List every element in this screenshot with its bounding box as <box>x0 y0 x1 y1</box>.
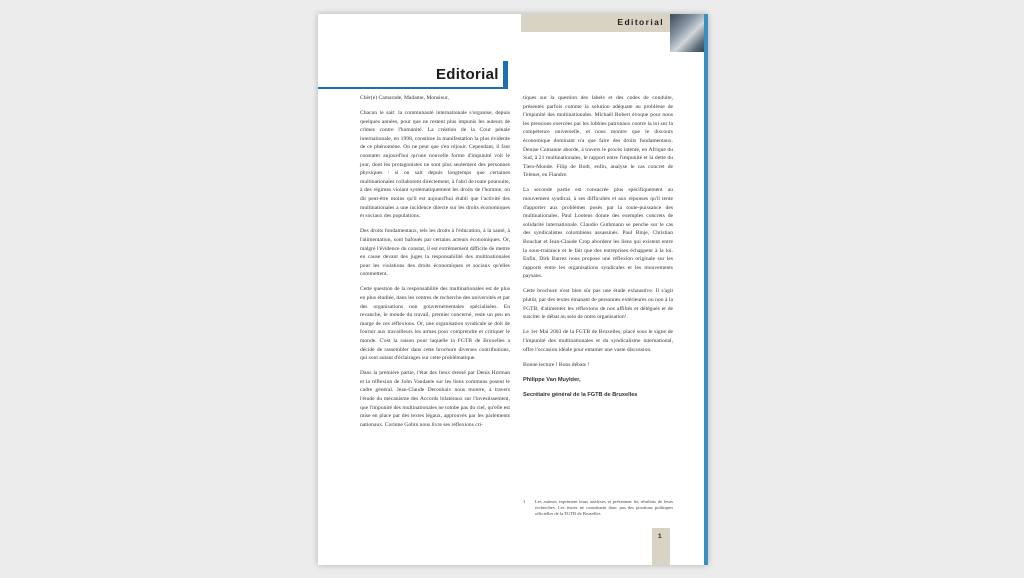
footnote-text: Les auteurs expriment leurs analyses et présentent les résultats de leurs recherches. Les textes ne constituent donc pas des positions politiques officielles de la FGTB de Bruxelles. <box>535 499 673 517</box>
page-title: Editorial <box>436 66 499 83</box>
footnote-number: 1 <box>523 499 526 504</box>
salutation: Chèr(e) Camarade, Madame, Monsieur, <box>360 95 449 101</box>
left-column <box>360 94 510 436</box>
header-photo-thumbnail <box>670 14 708 52</box>
document-page <box>318 14 708 565</box>
signature-name: Philippe Van Muylder, <box>523 376 581 383</box>
paragraph: Chacun le sait: la communauté internationale s'organise, depuis quelques années, pour que ne restent plus impunis les auteurs de crimes contre l'humanité. La création de la Cour pénale internationale, en 1998, constitue la manifestation la plus évidente de ce phénomène. On ne peut que s'en réjouir. Cependant, il faut constater aujourd'hui qu'une nouvelle forme d'impunité voit le jour, dont les protagonistes ne sont plus seulement des personnes physiques : si on sait depuis longtemps que certaines multinationales collaborent directement, à l'abri de toute poursuite, à des régimes violant systématiquement les droits de l'homme, on dit peut-être moins qu'il est aujourd'hui établi que l'activité des multinationales a une incidence directe sur les droits économiques et sociaux des populations. <box>360 110 510 220</box>
title-accent-bar <box>503 61 508 89</box>
signature-role: Secrétaire général de la FGTB de Bruxelles <box>523 391 638 398</box>
footnote <box>523 499 673 518</box>
right-column <box>523 94 673 406</box>
paragraph: Dans la première partie, l'état des lieux dressé par Denis Horman et la réflexion de John Vandaele sur les liens communs posent le cadre général. Jean-Claude Deroubaix nous montre, à travers l'étude du mécanisme des Accords bilatéraux sur l'investissement, que l'impunité des multinationales ne tombe pas du ciel, qu'elle est mise en place par des textes légaux, approuvés par les parlements nationaux. Corinne Gobin nous livre ses réflexions cri- <box>360 370 510 428</box>
paragraph: Cette brochure n'est bien sûr pas une étude exhaustive. Il s'agit plutôt, par des textes émanant de personnes extérieures ou non à la FGTB, d'alimenter les réflexions de nos affiliés et délégués et de susciter le débat au sein de notre organisation¹. <box>523 288 673 321</box>
header-section-label: Editorial <box>617 17 664 27</box>
closing-line: Bonne lecture ! Bons débats ! <box>523 361 590 368</box>
paragraph: tiques sur la question des labels et des codes de conduite, présentés parfois comme la solution adéquate au problème de l'impunité des multinationales. Michaël Robert évoque pour nous les pressions exercées par les lobbies patronaux contre la loi sur la compétence universelle, et nous montre que le discours économique dominant n'a que faire des droits fondamentaux. Denise Comanne aborde, à travers le procès intenté, en Afrique du Sud, à 21 multinationales, le rapport entre l'impunité et la dette du Tiers-Monde. Filip de Bodt, enfin, analyse le cas concret de Telenet, en Flandre. <box>523 95 673 179</box>
paragraph: Des droits fondamentaux, tels les droits à l'éducation, à la santé, à l'alimentation, sont bafoués par certains acteurs économiques. Or, malgré l'évidence du constat, il est extrêmement difficile de mettre en cause devant des juges la responsabilité des multinationales pour les violations des droits économiques et sociaux qu'elles commettent. <box>360 228 510 278</box>
paragraph: La seconde partie est consacrée plus spécifiquement au mouvement syndical, à ses difficultés et aux réponses qu'il tente d'apporter aux problèmes posés par la toute-puissance des multinationales. Paul Lootens donne des exemples concrets de solidarité internationale. Claudio Guthmann se penche sur le cas des syndicalistes colombiens assassinés. Paul Binje, Christian Bouchat et Jean-Claude Crop abordent les liens qui existent entre la sous-traitance et le fait que des entreprises échappent à la loi. Enfin, Dirk Barrez nous propose une réflexion originale sur les rapports entre les organisations syndicales et les mouvements paysans. <box>523 187 673 280</box>
page-number: 1 <box>658 533 662 540</box>
edge-color-strip <box>704 14 708 565</box>
paragraph: Le 1er Mai 2003 de la FGTB de Bruxelles, placé sous le signe de l'impunité des multinationales et du syndicalisme international, offre l'occasion idéale pour entamer une vaste discussion. <box>523 329 673 353</box>
paragraph: Cette question de la responsabilité des multinationales est de plus en plus étudiée, dans les centres de recherche des universités et par des organisations non gouvernementales spécialisées. En revanche, le monde du travail, premier concerné, reste un peu en marge de ces réflexions. Or, une organisation syndicale se doit de fournir aux travailleurs les armes pour comprendre et critiquer le monde. C'est la raison pour laquelle la FGTB de Bruxelles a décidé de rassembler dans cette brochure diverses contributions, qui sont autant d'éclairages sur cette problématique. <box>360 286 510 362</box>
title-rule <box>318 87 506 89</box>
